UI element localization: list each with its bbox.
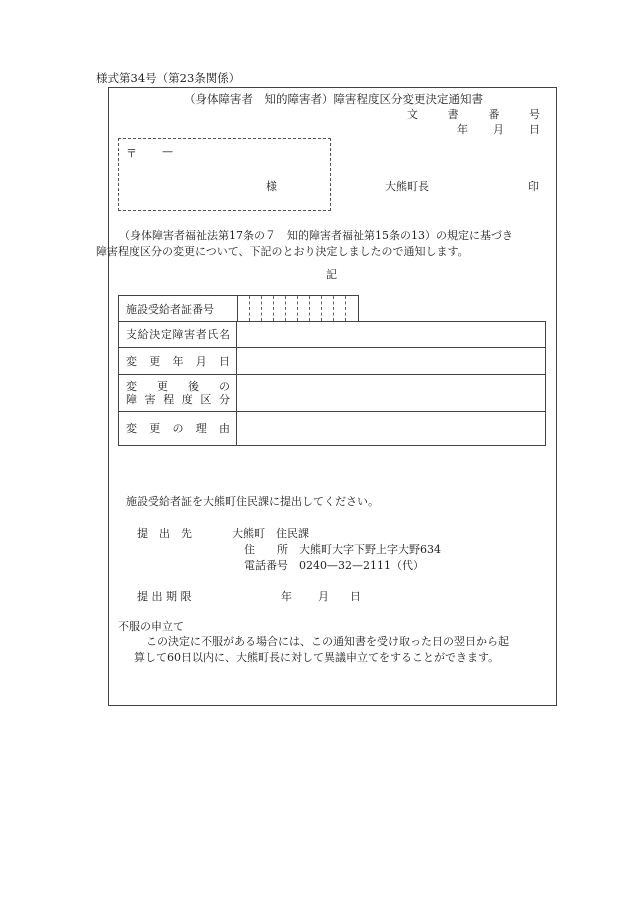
doc-number-line (407, 106, 540, 122)
submit-to-label: 提 出 先 (137, 527, 192, 540)
objection-text-line-1: この決定に不服がある場合には、この通知書を受け取った日の翌日から起 (146, 635, 509, 648)
submit-to-value: 大熊町 住民課 (232, 527, 309, 540)
table-row (119, 322, 546, 348)
cert-digit-cell (346, 296, 358, 321)
row-label: 変 更 後 の 障 害 程 度 区 分 (119, 375, 237, 412)
issuer-name: 大熊町長 (385, 180, 429, 193)
deadline-day: 日 (350, 590, 361, 603)
cert-digit-cell (274, 296, 286, 321)
body-text-line-1: （身体障害者福祉法第17条の７ 知的障害者福祉第15条の13）の規定に基づき (119, 229, 513, 242)
date-month: 月 (493, 123, 504, 136)
row-value (237, 322, 546, 348)
seal-mark: 印 (528, 180, 539, 193)
doc-number-char: 書 (447, 108, 459, 121)
submit-to-line (137, 525, 309, 541)
row-label: 変 更 年 月 日 (119, 348, 237, 375)
cert-digit-cell (322, 296, 334, 321)
cert-digit-cell (334, 296, 346, 321)
cert-number-boxes (238, 296, 358, 321)
ki-heading: 記 (326, 268, 337, 281)
recipient-address-box (118, 138, 331, 211)
submission-notice: 施設受給者証を大熊町住民課に提出してください。 (126, 495, 379, 508)
cert-digit-cell (310, 296, 322, 321)
cert-digit-cell (238, 296, 250, 321)
office-phone: 電話番号 0240—32—2111（代） (244, 559, 424, 572)
row-label: 支 給 決 定 障 害 者 氏 名 (119, 322, 237, 348)
document-title: （身体障害者 知的障害者）障害程度区分変更決定通知書 (184, 92, 483, 106)
deadline-year: 年 (281, 590, 292, 603)
objection-text-line-2: 算して60日以内に、大熊町長に対して異議申立てをすることができます。 (134, 651, 500, 664)
form-number: 様式第34号（第23条関係） (96, 71, 241, 85)
deadline-month: 月 (318, 590, 329, 603)
row-value (237, 348, 546, 375)
recipient-honorific: 様 (266, 180, 277, 193)
table-row (119, 348, 546, 375)
table-row (119, 412, 546, 446)
doc-number-char: 番 (488, 108, 500, 121)
date-day: 日 (529, 123, 540, 136)
row-value (237, 412, 546, 446)
cert-number-row (118, 295, 359, 322)
cert-digit-cell (298, 296, 310, 321)
doc-number-char: 文 (407, 108, 418, 121)
office-address: 住 所 大熊町大字下野上字大野634 (244, 543, 441, 556)
postal-mark: 〒 (126, 147, 137, 160)
cert-number-label: 施設受給者証番号 (119, 296, 238, 321)
cert-digit-cell (250, 296, 262, 321)
table-row (119, 375, 546, 412)
body-text-line-2: 障害程度区分の変更について、下記のとおり決定しましたので通知します。 (96, 245, 469, 258)
date-year: 年 (457, 123, 468, 136)
cert-digit-cell (286, 296, 298, 321)
row-value (237, 375, 546, 412)
objection-heading: 不服の申立て (118, 620, 184, 633)
decision-table (118, 321, 546, 446)
cert-digit-cell (262, 296, 274, 321)
deadline-label: 提 出 期 限 (137, 590, 192, 603)
postal-dash: — (162, 145, 173, 158)
row-label: 変 更 の 理 由 (119, 412, 237, 446)
doc-number-char: 号 (528, 108, 540, 121)
issue-date-line (457, 121, 540, 137)
